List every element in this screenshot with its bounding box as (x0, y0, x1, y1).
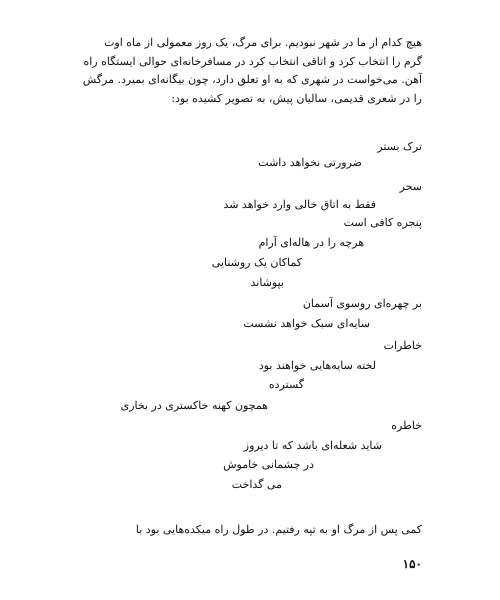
poem-line: ترک بستر (377, 140, 422, 153)
poem-line: خاطره (391, 419, 422, 432)
intro-line: آهن. می‌خواست در شهری که به او تعلق دارد، چون بیگانه‌ای بمیرد. مرگش (82, 73, 422, 86)
poem-line: سحر (399, 180, 422, 193)
intro-line: را در شعری قدیمی، سالیان پیش، به تصویر کشیده بود: (171, 91, 422, 105)
poem-line: سایه‌ای سبک خواهد نشست (243, 317, 370, 330)
poem-line: می گداخت (231, 478, 282, 491)
poem-line: هرچه را در هاله‌ای آرام (258, 236, 364, 249)
poem-line: همچون کهنه خاکستری در بخاری (120, 399, 268, 412)
poem-line: در چشمانی خاموش (223, 458, 314, 471)
closing-paragraph: کمی پس از مرگ او به تپه رفتیم. در طول راه میکده‌هایی بود با (135, 523, 422, 536)
poem-line: ضرورتی نخواهد داشت (258, 156, 362, 169)
page-number: ۱۵۰ (402, 557, 422, 571)
intro-line: هیچ کدام از ما در شهر نبودیم. برای مرگ، یک روز معمولی از ماه اوت (104, 36, 422, 49)
poem-line: بپوشاند (250, 276, 284, 289)
poem-line: لخته سایه‌هایی خواهند بود (258, 359, 376, 372)
poem-line: بر چهره‌ای روسوی آسمان (302, 297, 422, 310)
poem-line: گسترده (268, 378, 304, 391)
intro-line: گرم را انتخاب کرد و اتاقی انتخاب کرد در مسافرخانه‌ای حوالی ایستگاه راه (83, 54, 422, 68)
poem-line: شاید شعله‌ای باشد که تا دیروز (243, 439, 382, 452)
poem-line: کماکان یک روشنایی (211, 256, 302, 269)
poem-line: پنجره کافی است (343, 216, 422, 229)
poem-line: فقط به اتاق خالی وارد خواهد شد (223, 198, 376, 211)
poem-line: خاطرات (383, 339, 422, 352)
